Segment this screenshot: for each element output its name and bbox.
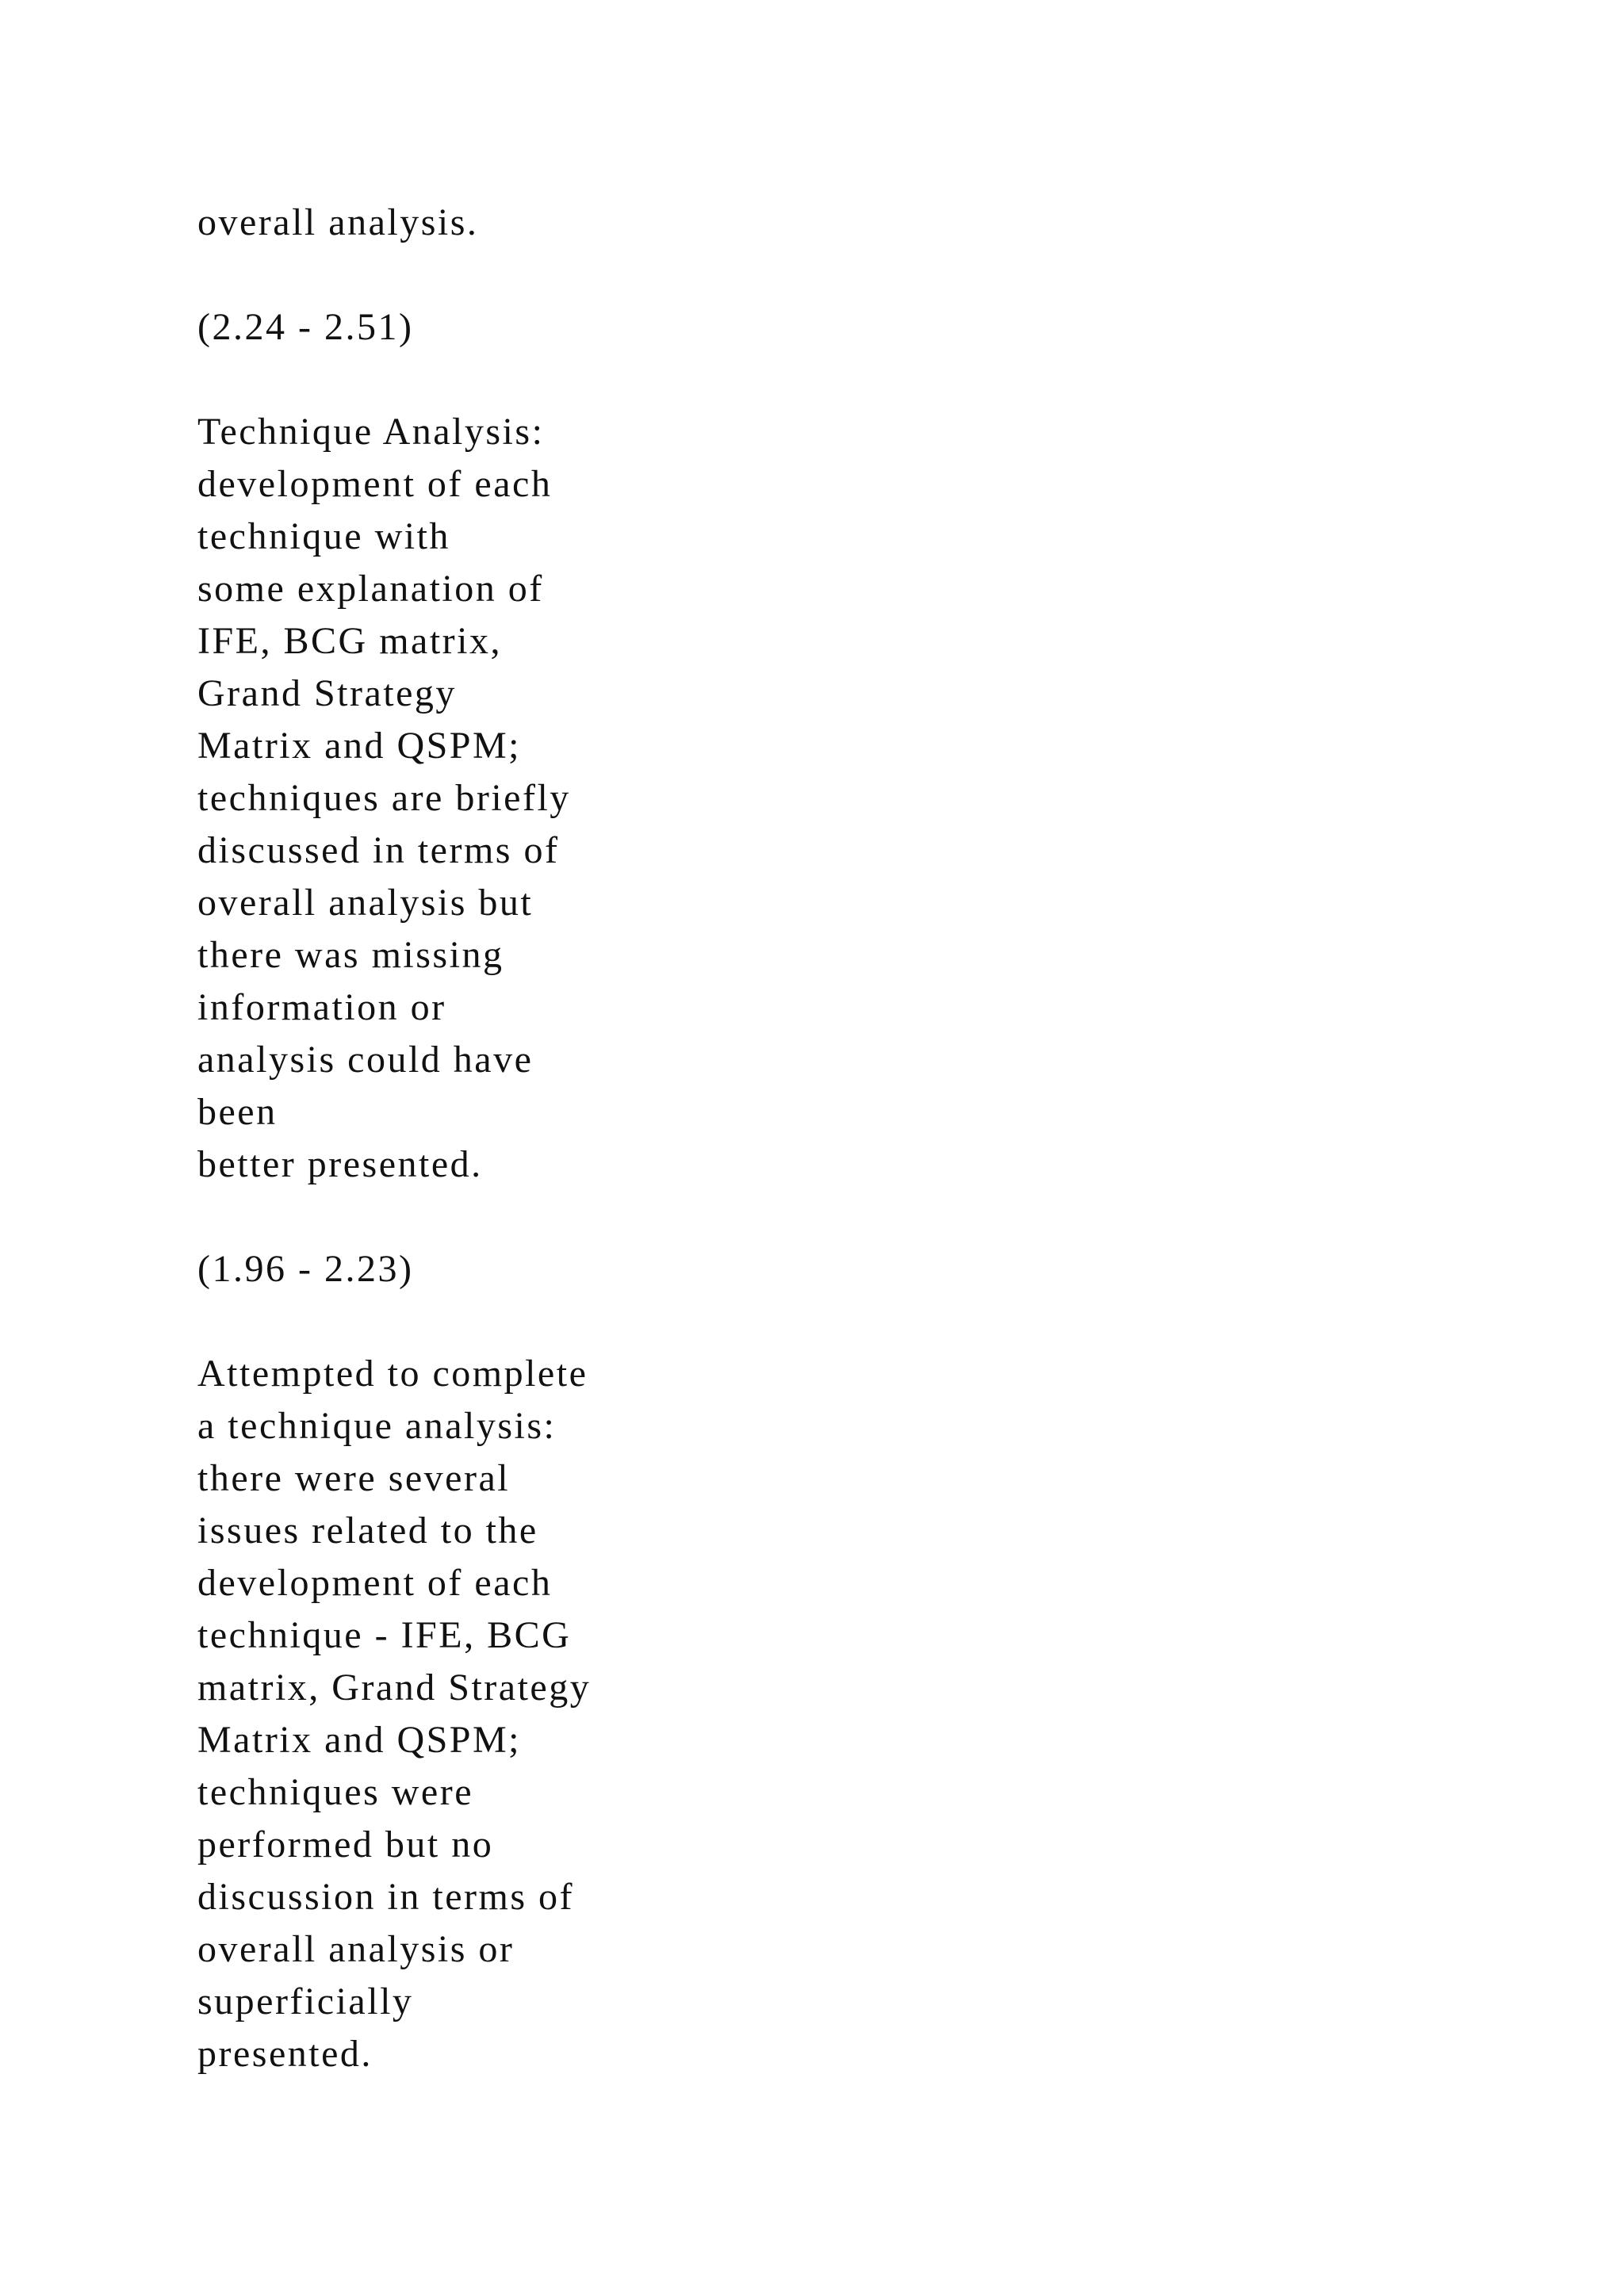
text-line: overall analysis or xyxy=(197,1928,515,1970)
text-line: presented. xyxy=(197,2033,373,2075)
text-line: Technique Analysis: xyxy=(197,411,545,453)
text-line: there was missing xyxy=(197,934,504,976)
paragraph-gap xyxy=(197,249,990,301)
text-line: matrix, Grand Strategy xyxy=(197,1667,592,1709)
text-line: a technique analysis: xyxy=(197,1405,557,1447)
text-line: technique - IFE, BCG xyxy=(197,1614,572,1656)
text-line: analysis could have xyxy=(197,1039,534,1081)
text-line: discussion in terms of xyxy=(197,1876,574,1918)
text-line: techniques are briefly xyxy=(197,777,571,819)
text-line: been xyxy=(197,1091,278,1133)
text-line: Matrix and QSPM; xyxy=(197,1719,522,1761)
text-line: Grand Strategy xyxy=(197,672,457,714)
paragraph-attempted-analysis xyxy=(197,1348,990,2080)
text-line: development of each xyxy=(197,1562,553,1604)
text-line: better presented. xyxy=(197,1143,483,1185)
text-line: superficially xyxy=(197,1980,414,2022)
paragraph-gap xyxy=(197,1191,990,1243)
paragraph-gap xyxy=(197,1295,990,1348)
text-line: there were several xyxy=(197,1457,511,1499)
text-line: Attempted to complete xyxy=(197,1353,588,1395)
score-range: (2.24 - 2.51) xyxy=(197,306,414,348)
text-line: IFE, BCG matrix, xyxy=(197,620,502,662)
text-line: performed but no xyxy=(197,1823,494,1866)
text-line: information or xyxy=(197,986,446,1028)
text-line: techniques were xyxy=(197,1771,474,1813)
paragraph-gap xyxy=(197,354,990,406)
text-line: issues related to the xyxy=(197,1510,538,1552)
text-line: technique with xyxy=(197,515,450,557)
text-line: development of each xyxy=(197,463,553,505)
text-line: discussed in terms of xyxy=(197,829,560,871)
text-line: overall analysis. xyxy=(197,201,479,243)
text-line: overall analysis but xyxy=(197,882,534,924)
paragraph-technique-analysis xyxy=(197,406,990,1191)
text-line: some explanation of xyxy=(197,568,544,610)
text-column xyxy=(197,197,990,2080)
score-range: (1.96 - 2.23) xyxy=(197,1248,414,1290)
text-line: Matrix and QSPM; xyxy=(197,725,522,767)
